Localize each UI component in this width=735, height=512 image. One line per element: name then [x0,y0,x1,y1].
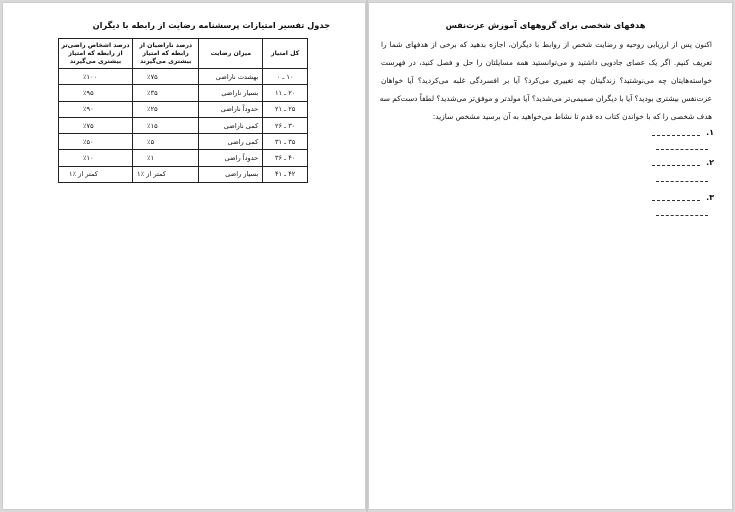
table-row [59,69,308,85]
satisfaction-cell: بهشدت ناراضی [199,69,263,85]
satisfaction-cell: بسیار ناراضی [199,85,263,101]
table-row [59,101,308,117]
paragraph-line: تعریف کنیم. اگر یک عصای جادویی داشتید و می‌توانستید همه مسایلتان را حل و فصل کنید، در فهرست [381,58,712,67]
goal-number: ۳. [706,193,714,202]
goal-answer-line [652,135,700,136]
header-total-score: کل امتیاز [263,39,308,69]
dissatisfied-percent-cell: کمتر از ٪۱ [133,166,199,182]
paragraph-line: هدف شخصی را که با خواندن کتاب ده قدم تا نشاط می‌خواهید به آن برسید مشخص سازید: [432,112,712,121]
score-range-cell: ۴۰ ـ ۳۶ [263,150,308,166]
satisfaction-cell: کمی راضی [199,134,263,150]
satisfied-percent-cell: ٪۵۰ [59,134,133,150]
dissatisfied-percent-cell: ٪۵ [133,134,199,150]
table-row [59,117,308,133]
page-divider [366,0,368,512]
dissatisfied-percent-cell: ٪۷۵ [133,69,199,85]
score-range-cell: ۳۰ ـ ۲۶ [263,117,308,133]
satisfied-percent-cell: ٪۷۵ [59,117,133,133]
satisfaction-cell: بسیار راضی [199,166,263,182]
dissatisfied-percent-cell: ٪۳۵ [133,85,199,101]
score-range-cell: ۳۵ ـ ۳۱ [263,134,308,150]
goal-answer-line [656,149,708,150]
goal-number: ۲. [706,158,714,167]
header-satisfaction: میزان رضایت [199,39,263,69]
table-title: جدول تفسیر امتیازات پرسشنامه رضایت از رابطه با دیگران [92,20,330,30]
table-row [59,150,308,166]
table-row [59,85,308,101]
score-range-cell: ۱۰ ـ ۰ [263,69,308,85]
header-dissatisfied-percent: درصد ناراضیان از رابطه که امتیاز بیشتری می‌گیرند [133,39,199,69]
table-row [59,134,308,150]
satisfied-percent-cell: ٪۱۰۰ [59,69,133,85]
score-range-cell: ۲۰ ـ ۱۱ [263,85,308,101]
satisfaction-cell: کمی ناراضی [199,117,263,133]
dissatisfied-percent-cell: ٪۱۵ [133,117,199,133]
table-row [59,166,308,182]
satisfied-percent-cell: ٪۱۰ [59,150,133,166]
header-satisfied-percent: درصد اشخاص راضی‌تر از رابطه که امتیاز بیشتری می‌گیرند [59,39,133,69]
score-range-cell: ۲۵ ـ ۲۱ [263,101,308,117]
page-title: هدفهای شخصی برای گروههای آموزش عزت‌نفس [445,20,646,30]
goal-answer-line [656,181,708,182]
paragraph-line: خواسته‌هایتان چه می‌نوشتید؟ زندگیتان چه تغییری می‌کرد؟ آیا بر افسردگی غلبه می‌کردید؟ آیا خواهان [381,76,712,85]
dissatisfied-percent-cell: ٪۲۵ [133,101,199,117]
satisfied-percent-cell: ٪۹۰ [59,101,133,117]
satisfied-percent-cell: کمتر از ٪۱ [59,166,133,182]
goal-answer-line [652,200,700,201]
score-range-cell: ۴۲ ـ ۴۱ [263,166,308,182]
satisfaction-cell: حدوداً ناراضی [199,101,263,117]
goal-answer-line [652,165,700,166]
paragraph-line: اکنون پس از ارزیابی روحیه و رضایت شخص از روابط با دیگران، اجازه بدهید که برخی از هدفهای شما را [381,40,712,49]
paragraph-line: عزت‌نفس بیشتری بودید؟ آیا با دیگران صمیمی‌تر می‌شدید؟ آیا مولدتر و موفق‌تر می‌شدید؟ لطفاً دست‌کم سه [379,94,712,103]
dissatisfied-percent-cell: ٪۱ [133,150,199,166]
table-header-row [59,39,308,69]
satisfaction-cell: حدوداً راضی [199,150,263,166]
goal-answer-line [656,215,708,216]
satisfied-percent-cell: ٪۹۵ [59,85,133,101]
goal-number: ۱. [706,128,714,137]
score-interpretation-table [58,38,308,183]
